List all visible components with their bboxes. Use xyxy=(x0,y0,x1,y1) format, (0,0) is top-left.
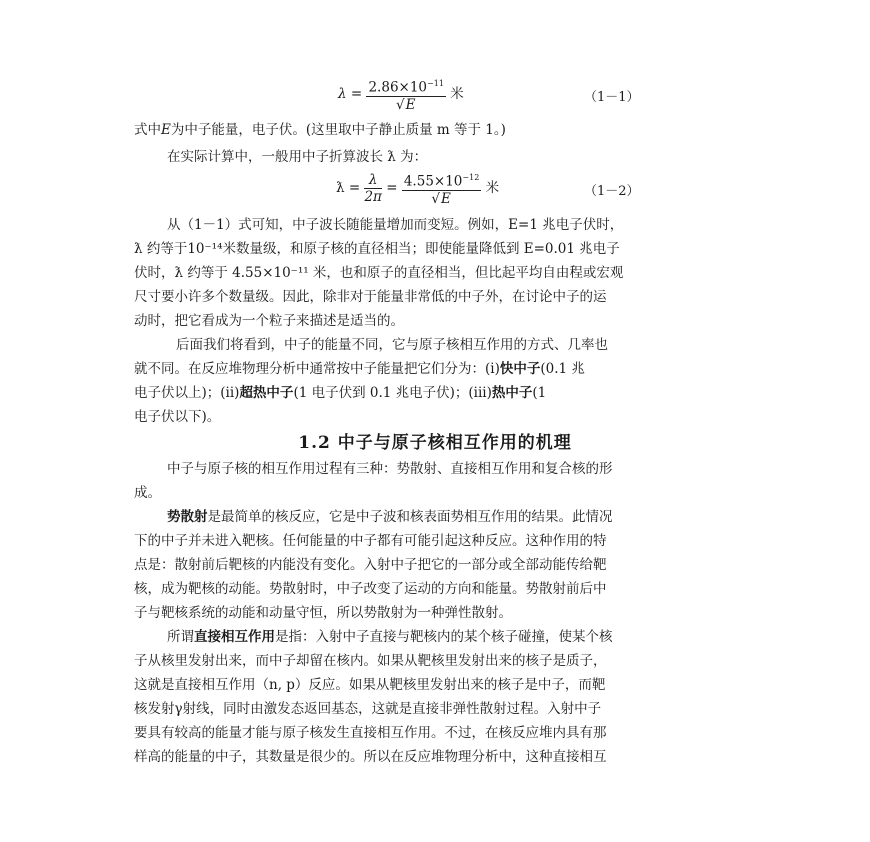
eq2-unit: 米 xyxy=(485,179,500,196)
eq1-fraction xyxy=(366,76,445,113)
paragraph-line: 点是：散射前后靶核的内能没有变化。入射中子把它的一部分或全部动能传给靶 xyxy=(134,557,607,573)
paragraph-line: 势散射是最简单的核反应，它是中子波和核表面势相互作用的结果。此情况 xyxy=(167,509,613,525)
paragraph-line: 电子伏以上)；(ii)超热中子(1 电子伏到 0.1 兆电子伏)；(iii)热中子(1 xyxy=(134,385,547,401)
paragraph-line: 动时，把它看成为一个粒子来描述是适当的。 xyxy=(134,313,404,329)
paragraph-line: 核，成为靶核的动能。势散射时，中子改变了运动的方向和能量。势散射前后中 xyxy=(134,581,607,597)
paragraph-line: 在实际计算中，一般用中子折算波长 ƛ 为： xyxy=(167,149,428,165)
paragraph-line: 要具有较高的能量才能与原子核发生直接相互作用。不过，在核反应堆内具有那 xyxy=(134,725,607,741)
paragraph-line: 样高的能量的中子，其数量是很少的。所以在反应堆物理分析中，这种直接相互 xyxy=(134,749,607,765)
paragraph-line: 就不同。在反应堆物理分析中通常按中子能量把它们分为：(i)快中子(0.1 兆 xyxy=(134,361,585,377)
paragraph-line: ƛ 约等于10⁻¹⁴米数量级，和原子核的直径相当；即使能量降低到 E=0.01 兆电子 xyxy=(134,241,620,257)
eq1-numerator: $2.86\times 10^{-11}$ xyxy=(366,76,445,97)
paragraph-line: 子与靶核系统的动能和动量守恒，所以势散射为一种弹性散射。 xyxy=(134,605,512,621)
equation-1-1 xyxy=(338,76,464,113)
eq1-denominator: √E xyxy=(395,96,416,113)
eq2-fraction-1: $\frac{\lambda}{2\pi}$ xyxy=(364,171,382,205)
eq1-unit: 米 xyxy=(450,85,464,102)
eq2-lhs: ƛ = xyxy=(336,179,361,196)
paragraph-line: 伏时，ƛ 约等于 4.55×10⁻¹¹ 米，也和原子的直径相当，但比起平均自由程或宏观 xyxy=(134,265,624,281)
paragraph-line: 成。 xyxy=(134,485,161,501)
section-heading: 1.2 中子与原子核相互作用的机理 xyxy=(298,433,572,453)
paragraph-line: 式中E为中子能量，电子伏。(这里取中子静止质量 m 等于 1。) xyxy=(134,122,506,138)
paragraph-line: 下的中子并未进入靶核。任何能量的中子都有可能引起这种反应。这种作用的特 xyxy=(134,533,607,549)
paragraph-line: 这就是直接相互作用（n, p）反应。如果从靶核里发射出来的核子是中子，而靶 xyxy=(134,677,606,693)
paragraph-line: 核发射γ射线，同时由激发态返回基态，这就是直接非弹性散射过程。入射中子 xyxy=(134,701,602,717)
paragraph-line: 子从核里发射出来，而中子却留在核内。如果从靶核里发射出来的核子是质子， xyxy=(134,653,607,669)
equation-number-1-2: （1－2） xyxy=(584,184,640,199)
paragraph-line: 所谓直接相互作用是指：入射中子直接与靶核内的某个核子碰撞，使某个核 xyxy=(167,629,613,645)
eq1-lhs: λ = xyxy=(338,85,363,102)
paragraph-line: 尺寸要小许多个数量级。因此，除非对于能量非常低的中子外，在讨论中子的运 xyxy=(134,289,607,305)
eq2-fraction-2: $\frac{4.55\times 10^{-12}}{√E}$ xyxy=(402,170,481,207)
equation-1-2: ƛ = $\frac{\lambda}{2\pi}$ = $\frac{4.55\times 10^{-12}}{√E}$ 米 xyxy=(336,171,500,207)
paragraph-line: 从（1－1）式可知，中子波长随能量增加而变短。例如，E=1 兆电子伏时， xyxy=(167,217,624,233)
equation-number-1-1: （1－1） xyxy=(584,90,640,105)
paragraph-line: 后面我们将看到，中子的能量不同，它与原子核相互作用的方式、几率也 xyxy=(176,337,608,353)
paragraph-line: 电子伏以下)。 xyxy=(134,409,221,425)
paragraph-line: 中子与原子核的相互作用过程有三种：势散射、直接相互作用和复合核的形 xyxy=(167,461,613,477)
